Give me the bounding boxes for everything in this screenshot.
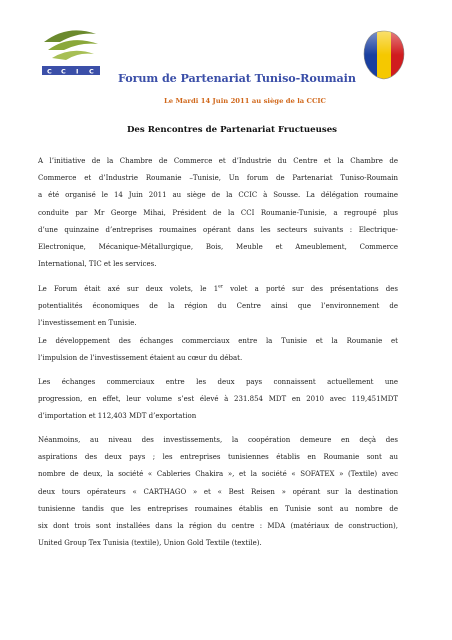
text-line: six dont trois sont installées dans la région du centre : MDA (matériaux de construction), (38, 521, 398, 530)
text-line: progression, en effet, leur volume s’est élevé à 231.854 MDT en 2010 avec 119,451MDT (38, 395, 398, 404)
event-date-subtitle: Le Mardi 14 Juin 2011 au siège de la CCIC (164, 97, 326, 105)
text-line: aspirations des deux pays ; les entreprises tunisiennes établis en Roumanie sont au (38, 453, 398, 462)
text-line: a été organisé le 14 Juin 2011 au siège de la CCIC à Sousse. La délégation roumaine (38, 191, 398, 200)
superscript: er (218, 284, 223, 290)
logo-letter: C (61, 67, 66, 76)
section-heading: Des Rencontres de Partenariat Fructueuses (126, 125, 338, 135)
ccic-logo (38, 20, 110, 84)
text-fragment: volet a porté sur des présentations des (222, 285, 398, 293)
ccic-logo-mark (38, 20, 110, 84)
text-line: International, TIC et les services. (38, 260, 157, 269)
text-fragment: Le Forum était axé sur deux volets, le 1 (38, 285, 219, 293)
romania-flag-icon (362, 30, 406, 80)
page-title: Forum de Partenariat Tuniso-Roumain (118, 71, 356, 85)
text-line: A l’initiative de la Chambre de Commerce et d’Industrie du Centre et la Chambre de (38, 157, 398, 165)
text-line: United Group Tex Tunisia (textile), Union Gold Textile (textile). (38, 539, 262, 548)
text-line (38, 281, 398, 298)
text-line: l’investissement en Tunisie. (38, 319, 137, 328)
text-line: Néanmoins, au niveau des investissements, la coopération demeure en deçà des (38, 436, 398, 444)
text-line: potentialités économiques de la région du Centre ainsi que l’environnement de (38, 302, 398, 311)
text-line: conduite par Mr George Mihai, Président de la CCI Roumanie-Tunisie, a regroupé plus (38, 208, 398, 217)
logo-letter: C (47, 67, 52, 76)
paragraph-trade (38, 374, 398, 426)
text-line: Commerce et d’Industrie Roumanie –Tunisie, Un forum de Partenariat Tuniso-Roumain (38, 174, 398, 183)
text-line: Le développement des échanges commerciaux entre la Tunisie et la Roumanie et (38, 337, 398, 345)
text-line: l’impulsion de l’investissement étaient au cœur du débat. (38, 354, 243, 363)
text-line: deux tours opérateurs « CARTHAGO » et « Best Reisen » opérant sur la destination (38, 487, 398, 496)
paragraph-forum-axes (38, 281, 398, 333)
paragraph-development (38, 333, 398, 367)
paragraph-investments (38, 432, 398, 552)
text-line: Electronique, Mécanique-Métallurgique, Bois, Meuble et Ameublement, Commerce (38, 242, 398, 251)
text-line: nombre de deux, la société « Cableries Chakira », et la société « SOFATEX » (Textile) avec (38, 470, 398, 479)
logo-letter: C (89, 67, 94, 76)
text-line: Les échanges commerciaux entre les deux pays connaissent actuellement une (38, 378, 398, 386)
text-line: d’importation et 112,403 MDT d’exportation (38, 412, 197, 421)
paragraph-intro (38, 153, 398, 273)
logo-letter: I (76, 67, 79, 76)
text-line: tunisienne tandis que les entreprises roumaines établis en Tunisie sont au nombre de (38, 504, 398, 513)
text-line: d’une quinzaine d’entreprises roumaines opérant dans les secteurs suivants : Electrique- (38, 225, 398, 234)
